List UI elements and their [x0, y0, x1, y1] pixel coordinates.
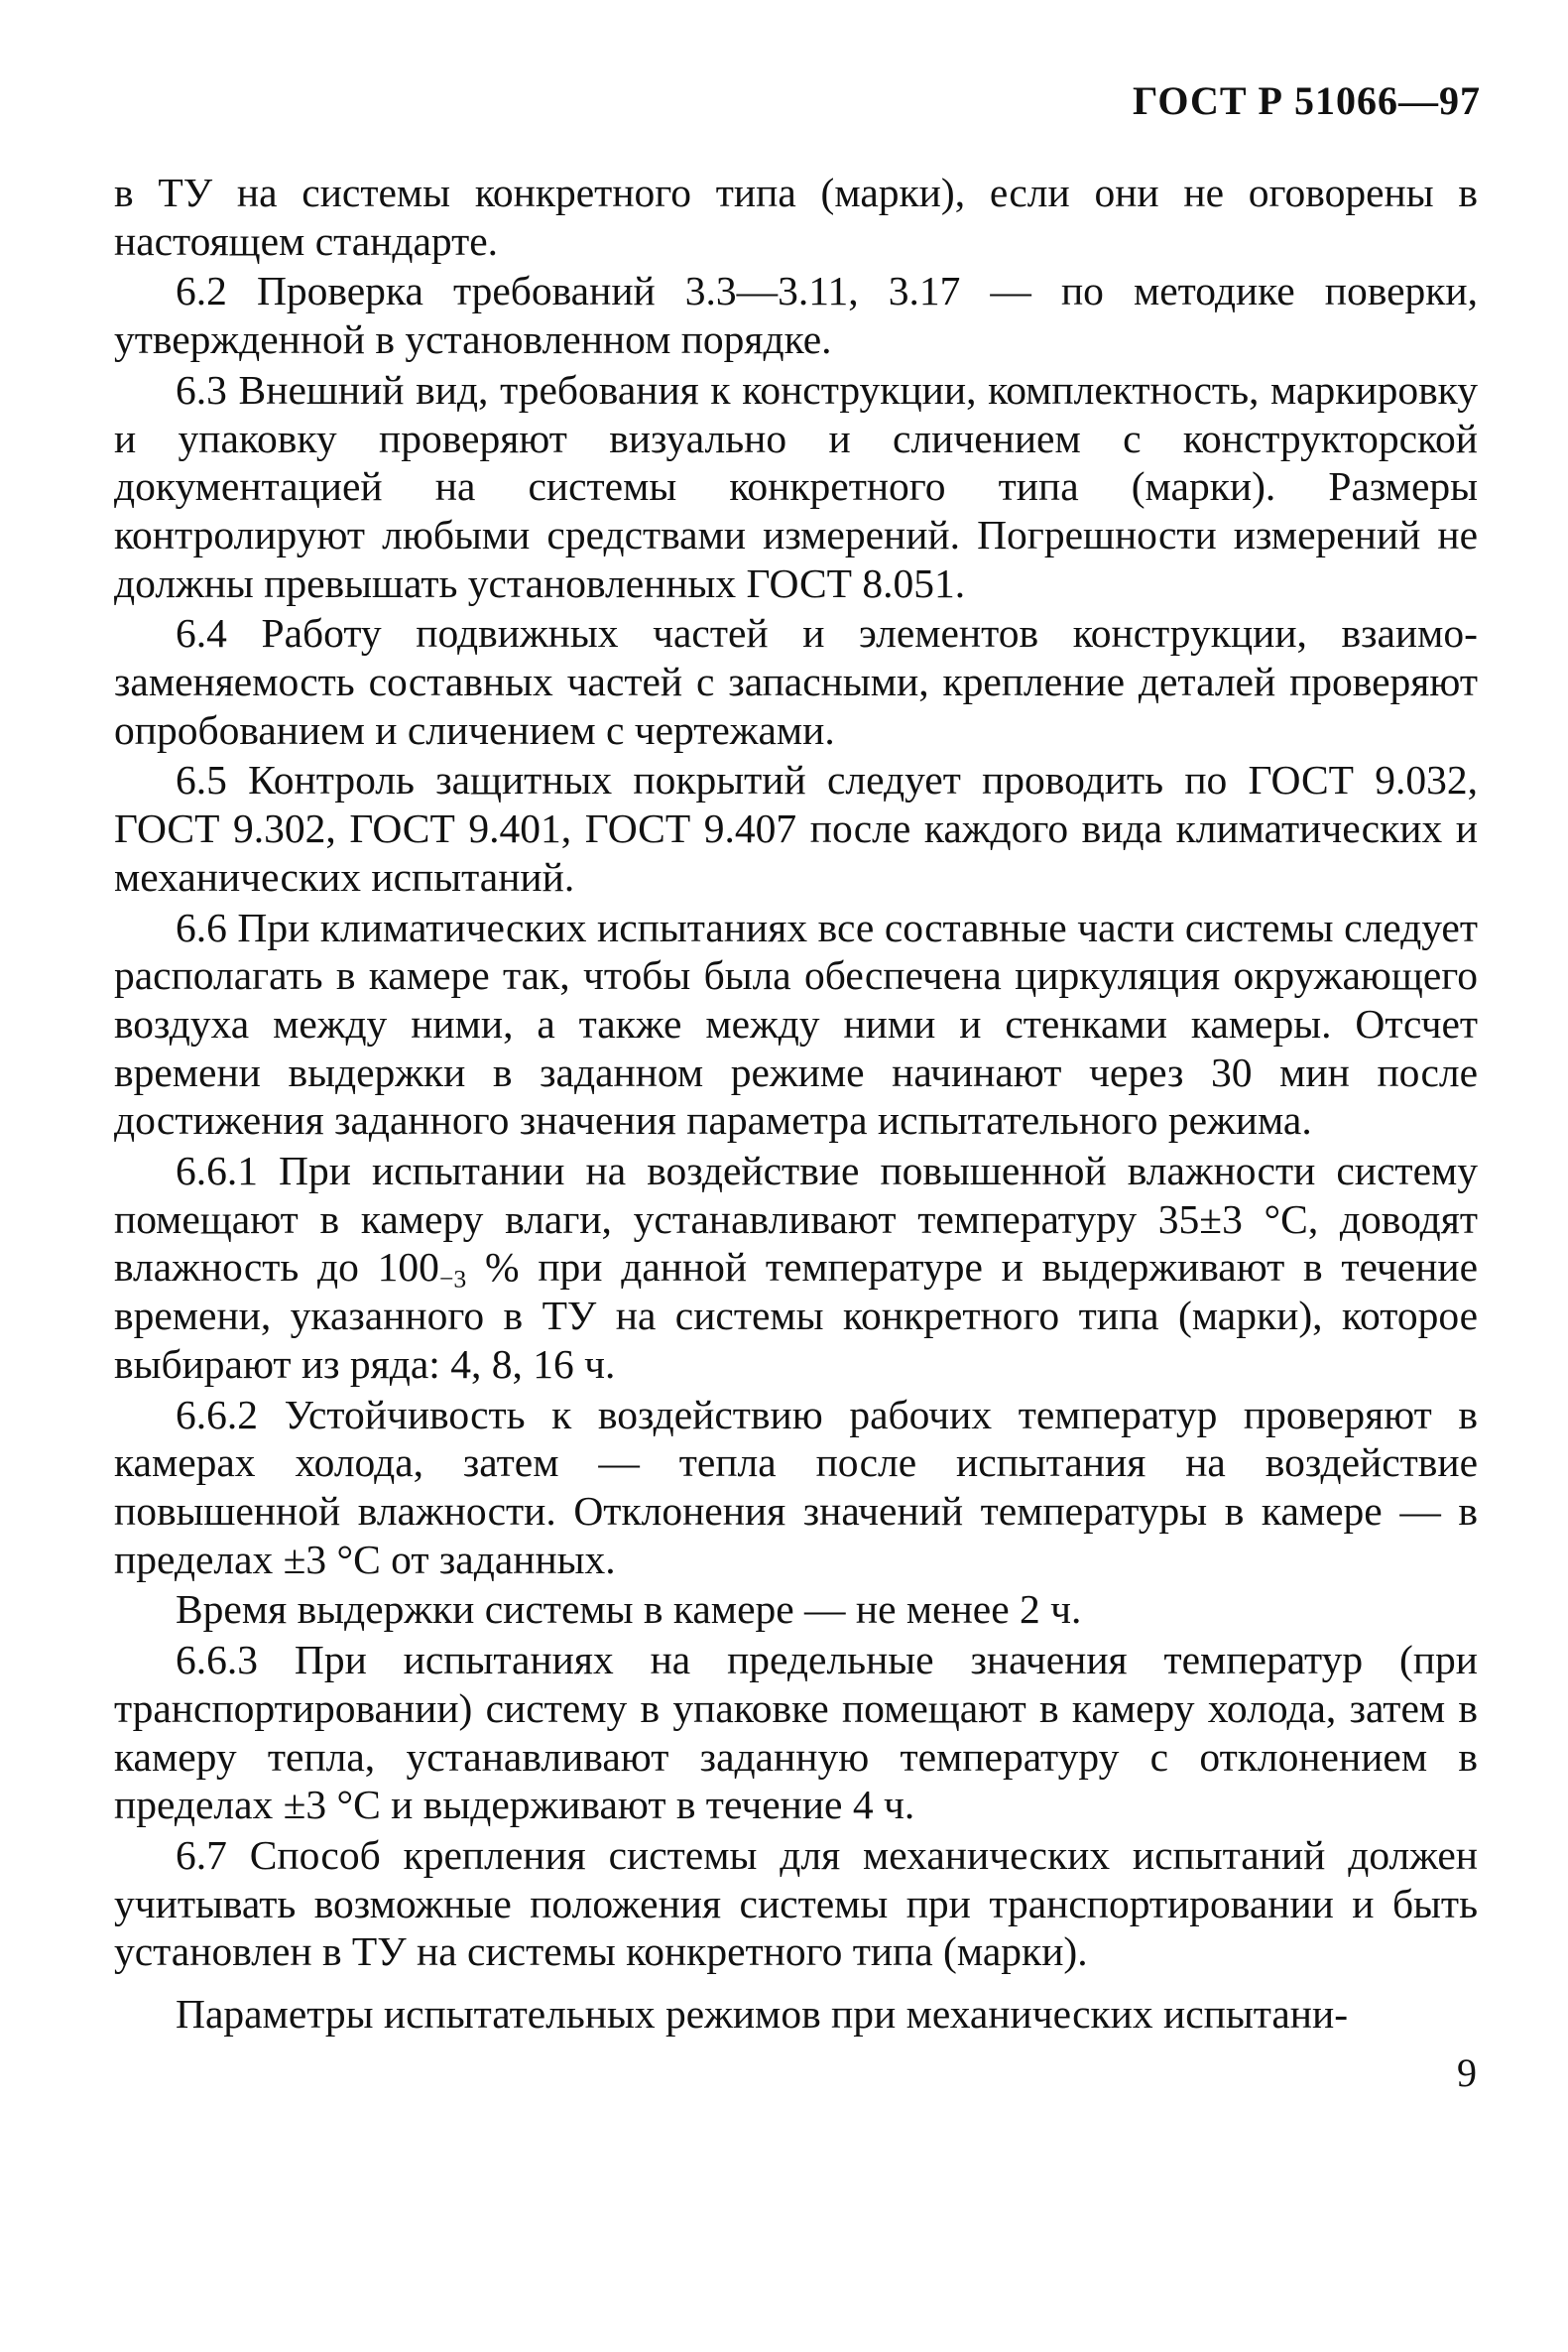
page-number: 9: [1457, 2050, 1477, 2095]
paragraph-6-7: 6.7 Способ крепления системы для механических испытаний должен учитывать возможные положения системы при транспортировании и быть установлен в ТУ на системы конкретного типа (марки).: [114, 1831, 1478, 1975]
paragraph-continuation: в ТУ на системы конкретного типа (марки), если они не оговорены в настоящем стандарте.: [114, 170, 1478, 264]
humidity-tolerance-subscript: −3: [438, 1264, 467, 1294]
standard-code: ГОСТ Р 51066—97: [1132, 78, 1481, 123]
paragraph-6-4: 6.4 Работу подвижных частей и элементов конструкции, взаимозаменяемость составных частей с запасными, крепление деталей проверяют опробованием и сличением с чертежами.: [114, 610, 1478, 753]
paragraph-6-6-1-before: 6.6.1 При испытании на воздействие повышенной влажности систему помещают в камеру влаги, устанавливают температуру 35±3 °С, доводят влажность до 100: [114, 1148, 1478, 1291]
paragraph-test-parameters: Параметры испытательных режимов при механических испытани-: [176, 1991, 1349, 2038]
paragraph-6-6-2: 6.6.2 Устойчивость к воздействию рабочих температур проверяют в камерах холода, затем — тепла после испытания на воздействие повышенной влажности. Отклонения значений температуры в камере — в пределах ±3 °С от заданных.: [114, 1391, 1478, 1582]
paragraph-exposure-time: Время выдержки системы в камере — не менее 2 ч.: [176, 1586, 1082, 1633]
paragraph-6-6-1: [114, 1147, 1478, 1389]
paragraph-6-6-1-after: % при данной температуре и выдерживают в течение времени, указанного в ТУ на системы конкретного типа (марки), которое выбирают из ряда: 4, 8, 16 ч.: [114, 1244, 1478, 1387]
paragraph-6-6: 6.6 При климатических испытаниях все составные части системы следует располагать в камере так, чтобы была обеспечена циркуляция окружающего воздуха между ними, а также между ними и стенками камеры. Отсчет времени выдержки в заданном режиме начинают через 30 мин после достижения заданного значения параметра испытательного режима.: [114, 904, 1478, 1144]
document-header: [1133, 77, 1481, 124]
paragraph-6-5: 6.5 Контроль защитных покрытий следует проводить по ГОСТ 9.032, ГОСТ 9.302, ГОСТ 9.401, ГОСТ 9.407 после каждого вида климатических и механических испытаний.: [114, 757, 1478, 900]
paragraph-6-6-3: 6.6.3 При испытаниях на предельные значения температур (при транспортировании) систему в упаковке помещают в камеру холода, затем в камеру тепла, устанавливают заданную температуру с отклонением в пределах ±3 °С и выдерживают в течение 4 ч.: [114, 1637, 1478, 1828]
paragraph-6-3: 6.3 Внешний вид, требования к конструкции, комплектность, маркировку и упаковку проверяют визуально и сличением с конструкторской документацией на системы конкретного типа (марки). Размеры контролируют любыми средствами измерений. Погрешности измерений не должны превышать установленных ГОСТ 8.051.: [114, 366, 1478, 606]
document-body: [114, 169, 1478, 2039]
paragraph-6-2: 6.2 Проверка требований 3.3—3.11, 3.17 — по методике поверки, утвержденной в установленном порядке.: [114, 268, 1478, 363]
